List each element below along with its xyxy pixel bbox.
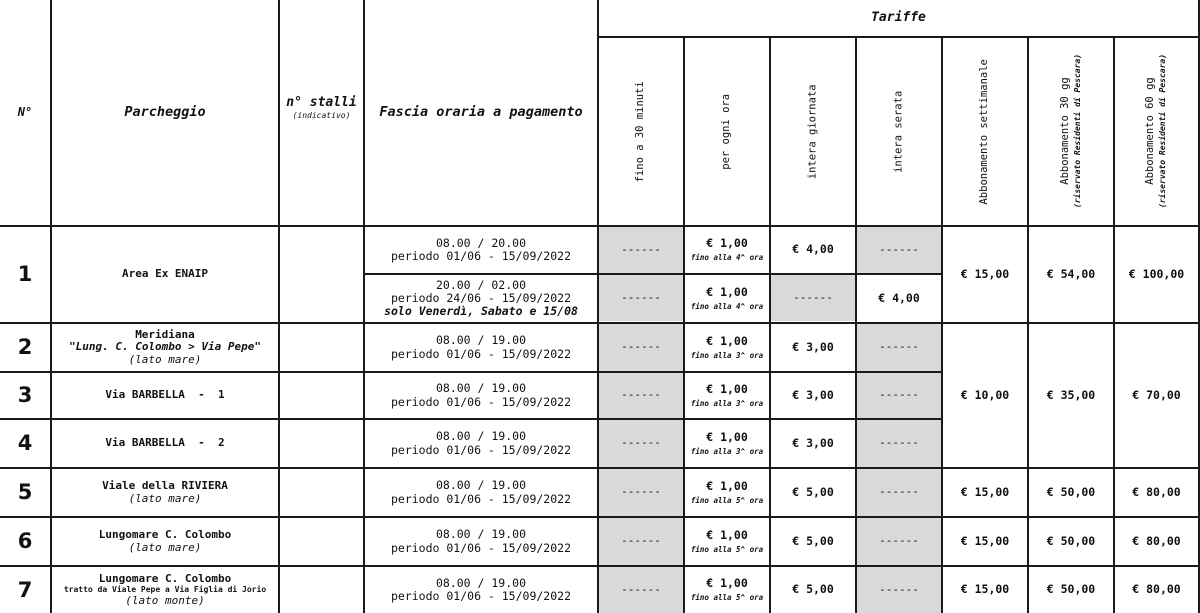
row2-ora-note: fino alla 3^ ora	[690, 350, 764, 360]
row7-settimanale: € 15,00	[960, 582, 1010, 597]
header-col-30min: fino a 30 minuti	[634, 80, 647, 183]
row3-serata: ------	[879, 388, 919, 402]
header-col-settimanale: Abbonamento settimanale	[978, 58, 991, 205]
row7-ora-note: fino alla 5^ ora	[690, 593, 764, 603]
row-number-1: 1	[17, 262, 33, 287]
row1b-fascia	[365, 275, 597, 322]
row1-60gg: € 100,00	[1128, 266, 1185, 281]
parking-name-6-line1: Lungomare C. Colombo	[98, 527, 232, 541]
row6-settimanale: € 15,00	[960, 533, 1010, 548]
row5-ora-price: € 1,00	[706, 478, 748, 493]
row3-ora-note: fino alla 3^ ora	[690, 398, 764, 408]
row4-giornata: € 3,00	[792, 435, 834, 450]
header-tariffe: Tariffe	[871, 9, 926, 25]
row4-ora-price: € 1,00	[706, 429, 748, 444]
parking-name-7-line2: tratto da Viale Pepe a Via Figlia di Jorio	[63, 585, 267, 595]
header-stalli-label: n° stalli	[286, 95, 357, 110]
row1a-time: 08.00 / 20.00	[435, 235, 526, 250]
header-col-60gg-note: (riservato Residenti di Pescara)	[1158, 54, 1168, 209]
row-number-7: 7	[17, 577, 33, 602]
parking-name-2-line2: "Lung. C. Colombo > Via Pepe"	[68, 340, 262, 354]
row3-30min: ------	[621, 388, 661, 402]
row1b-period: periodo 24/06 - 15/09/2022	[390, 290, 571, 305]
group234-30gg: € 35,00	[1046, 387, 1096, 402]
row4-serata: ------	[879, 436, 919, 450]
row5-30min: ------	[621, 485, 661, 499]
row4-30min: ------	[621, 436, 661, 450]
row-number-5: 5	[17, 480, 33, 505]
parking-name-1: Area Ex ENAIP	[121, 267, 209, 281]
header-fascia: Fascia oraria a pagamento	[379, 103, 583, 120]
row1a-giornata: € 4,00	[792, 242, 834, 257]
row3-ora	[685, 373, 769, 418]
row-number-3: 3	[17, 383, 33, 408]
row7-30gg: € 50,00	[1046, 582, 1096, 597]
row1a-30min: ------	[621, 242, 661, 256]
row7-60gg: € 80,00	[1132, 582, 1181, 597]
row1a-ora	[685, 227, 769, 273]
row1a-serata: ------	[879, 242, 919, 256]
parking-name-3: Via BARBELLA - 1	[105, 388, 225, 402]
row1a-ora-note: fino alla 4^ ora	[690, 253, 764, 263]
header-col-30gg-note: (riservato Residenti di Pescara)	[1072, 54, 1082, 209]
row3-giornata: € 3,00	[792, 387, 834, 402]
parking-name-7-line3: (lato monte)	[125, 593, 205, 607]
row6-fascia	[365, 518, 597, 565]
row5-serata: ------	[879, 485, 919, 499]
header-col-ora: per ogni ora	[720, 93, 733, 170]
parking-name-7	[52, 567, 278, 613]
row1b-ora-price: € 1,00	[706, 284, 748, 299]
group234-60gg: € 70,00	[1132, 387, 1181, 402]
header-parcheggio: Parcheggio	[124, 103, 206, 120]
row1b-time: 20.00 / 02.00	[435, 277, 526, 292]
row7-ora	[685, 567, 769, 613]
row1a-period: periodo 01/06 - 15/09/2022	[390, 249, 571, 263]
header-stalli-sub: (indicativo)	[292, 110, 351, 120]
header-col-60gg-label: Abbonamento 60 gg	[1144, 77, 1157, 186]
parking-name-5	[52, 469, 278, 516]
parking-name-6	[52, 518, 278, 565]
header-col-30gg-label: Abbonamento 30 gg	[1058, 77, 1071, 186]
row6-ora	[685, 518, 769, 565]
row1b-giornata: ------	[793, 291, 833, 305]
parking-name-7-line1: Lungomare C. Colombo	[98, 571, 232, 585]
row4-ora	[685, 420, 769, 467]
row1-settimanale: € 15,00	[960, 266, 1010, 281]
row6-30min: ------	[621, 534, 661, 548]
row3-period: periodo 01/06 - 15/09/2022	[390, 394, 571, 409]
row5-30gg: € 50,00	[1046, 484, 1096, 499]
row5-fascia	[365, 469, 597, 516]
row5-time: 08.00 / 19.00	[435, 478, 526, 493]
row5-ora-note: fino alla 5^ ora	[690, 495, 764, 505]
header-col-giornata: intera giornata	[806, 84, 819, 179]
row5-ora	[685, 469, 769, 516]
row6-period: periodo 01/06 - 15/09/2022	[390, 540, 571, 555]
row4-fascia	[365, 420, 597, 467]
row1a-ora-price: € 1,00	[706, 236, 748, 251]
row6-time: 08.00 / 19.00	[435, 527, 526, 542]
row2-giornata: € 3,00	[792, 339, 834, 354]
row2-ora-price: € 1,00	[706, 333, 748, 348]
header-col-60gg	[1115, 38, 1198, 225]
row7-serata: ------	[879, 582, 919, 596]
row6-30gg: € 50,00	[1046, 533, 1096, 548]
header-number: N°	[17, 104, 33, 119]
row1b-days: solo Venerdì, Sabato e 15/08	[384, 304, 578, 319]
parking-name-4: Via BARBELLA - 2	[105, 436, 225, 450]
row5-settimanale: € 15,00	[960, 484, 1010, 499]
row7-ora-price: € 1,00	[706, 576, 748, 591]
row4-ora-note: fino alla 3^ ora	[690, 446, 764, 456]
row1b-ora-note: fino alla 4^ ora	[690, 301, 764, 311]
row2-30min: ------	[621, 340, 661, 354]
row1b-serata: € 4,00	[878, 290, 920, 305]
row2-fascia	[365, 324, 597, 371]
row7-30min: ------	[621, 582, 661, 596]
header-col-30gg	[1029, 38, 1113, 225]
row6-serata: ------	[879, 534, 919, 548]
row-number-2: 2	[17, 335, 33, 360]
row6-ora-note: fino alla 5^ ora	[690, 544, 764, 554]
row5-giornata: € 5,00	[792, 484, 834, 499]
row7-fascia	[365, 567, 597, 613]
header-stalli	[280, 96, 363, 128]
row2-period: periodo 01/06 - 15/09/2022	[390, 346, 571, 361]
parking-name-5-line2: (lato mare)	[128, 491, 202, 505]
row7-time: 08.00 / 19.00	[435, 575, 526, 590]
parking-name-5-line1: Viale della RIVIERA	[102, 478, 228, 492]
parking-name-2-line3: (lato mare)	[128, 352, 202, 366]
parking-name-2-line1: Meridiana	[135, 327, 195, 341]
row2-time: 08.00 / 19.00	[435, 333, 526, 348]
row4-period: periodo 01/06 - 15/09/2022	[390, 442, 571, 457]
row-number-6: 6	[17, 529, 33, 554]
row3-fascia	[365, 373, 597, 418]
row1a-fascia	[365, 227, 597, 273]
row6-60gg: € 80,00	[1132, 533, 1181, 548]
row1b-30min: ------	[621, 291, 661, 305]
header-col-serata: intera serata	[892, 90, 905, 173]
row2-serata: ------	[879, 340, 919, 354]
row3-time: 08.00 / 19.00	[435, 381, 526, 396]
parking-name-6-line2: (lato mare)	[128, 540, 202, 554]
row-number-4: 4	[17, 431, 33, 456]
row3-ora-price: € 1,00	[706, 381, 748, 396]
row5-60gg: € 80,00	[1132, 484, 1181, 499]
row4-time: 08.00 / 19.00	[435, 429, 526, 444]
row1b-ora	[685, 275, 769, 322]
group234-settimanale: € 10,00	[960, 387, 1010, 402]
grid-line	[278, 0, 280, 613]
row6-ora-price: € 1,00	[706, 527, 748, 542]
parking-name-2	[52, 324, 278, 371]
row7-giornata: € 5,00	[792, 582, 834, 597]
row5-period: periodo 01/06 - 15/09/2022	[390, 491, 571, 506]
row1-30gg: € 54,00	[1046, 266, 1096, 281]
row6-giornata: € 5,00	[792, 533, 834, 548]
row7-period: periodo 01/06 - 15/09/2022	[390, 589, 571, 603]
row2-ora	[685, 324, 769, 371]
